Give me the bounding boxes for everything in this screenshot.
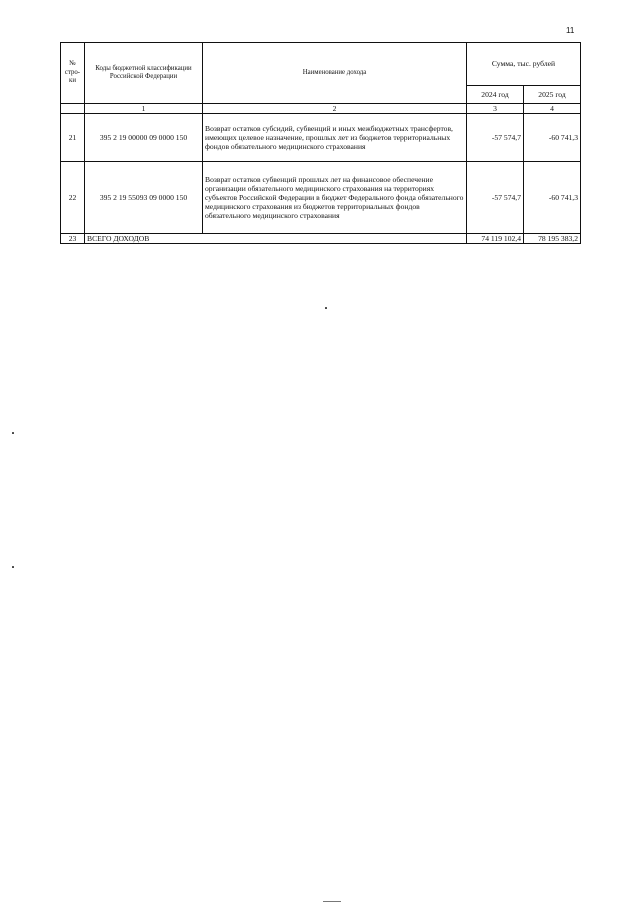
- row-name: Возврат остатков субвенций прошлых лет на финансовое обеспечение организации обязательного медицинского страхования на территориях субъектов Российской Федерации в бюджет Федерального фонда обязательного медицинского страхования из бюджетов территориальных фондов обязательного медицинского страхования: [203, 162, 467, 234]
- total-value-2025: 78 195 383,2: [524, 234, 581, 244]
- page-number: 11: [566, 26, 575, 35]
- table-header-row: [61, 43, 581, 86]
- header-sum: Сумма, тыс. рублей: [467, 43, 581, 86]
- row-value-2025: -60 741,3: [524, 162, 581, 234]
- row-value-2024: -57 574,7: [467, 162, 524, 234]
- total-row: [61, 234, 581, 244]
- row-value-2024: -57 574,7: [467, 114, 524, 162]
- revenue-table: [60, 42, 581, 244]
- header-codes: Коды бюджетной классификации Российской Федерации: [85, 43, 203, 104]
- header-name: Наименование дохода: [203, 43, 467, 104]
- column-number-empty: [61, 104, 85, 114]
- column-number-4: 4: [524, 104, 581, 114]
- total-row-number: 23: [61, 234, 85, 244]
- header-year-2025: 2025 год: [524, 85, 581, 103]
- column-number-3: 3: [467, 104, 524, 114]
- row-value-2025: -60 741,3: [524, 114, 581, 162]
- total-value-2024: 74 119 102,4: [467, 234, 524, 244]
- row-number: 21: [61, 114, 85, 162]
- header-year-2024: 2024 год: [467, 85, 524, 103]
- column-number-row: [61, 104, 581, 114]
- row-code: 395 2 19 00000 09 0000 150: [85, 114, 203, 162]
- row-code: 395 2 19 55093 09 0000 150: [85, 162, 203, 234]
- scan-speck: [12, 566, 14, 568]
- column-number-1: 1: [85, 104, 203, 114]
- scan-mark: [323, 901, 341, 902]
- column-number-2: 2: [203, 104, 467, 114]
- scan-speck: [325, 307, 327, 309]
- total-label: ВСЕГО ДОХОДОВ: [85, 234, 467, 244]
- header-row-no: № стро-ки: [61, 43, 85, 104]
- row-name: Возврат остатков субсидий, субвенций и иных межбюджетных трансфертов, имеющих целевое назначение, прошлых лет из бюджетов территориальных фондов обязательного медицинского страхования: [203, 114, 467, 162]
- table-row: [61, 114, 581, 162]
- table-row: [61, 162, 581, 234]
- row-number: 22: [61, 162, 85, 234]
- scan-speck: [12, 432, 14, 434]
